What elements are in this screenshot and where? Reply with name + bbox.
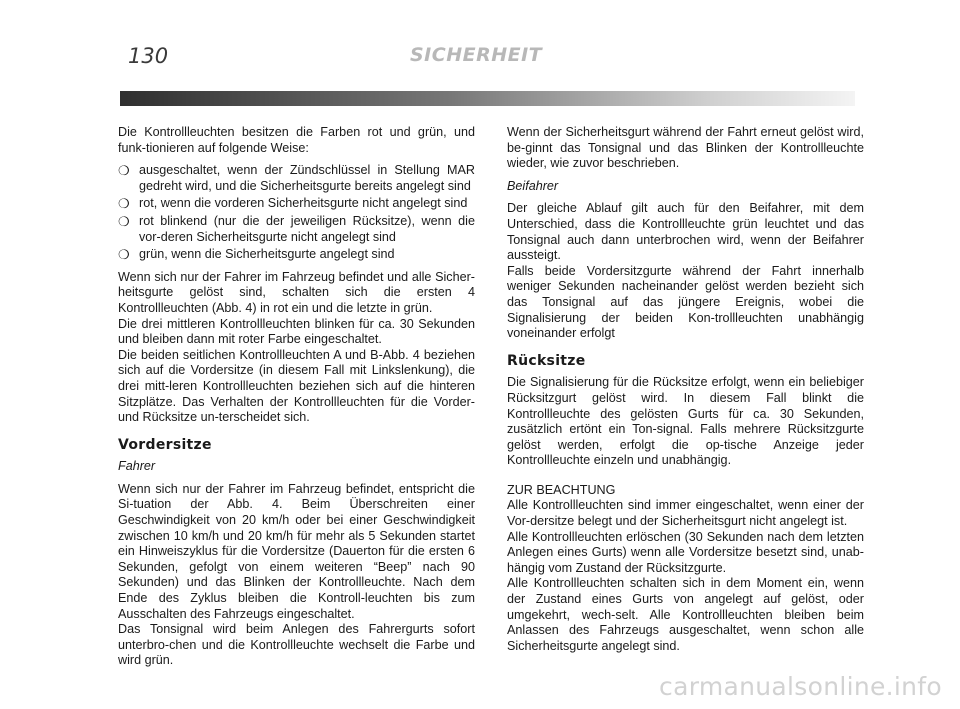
header-rule [120, 91, 855, 106]
subheading-driver: Fahrer [118, 459, 156, 474]
paragraph-passenger: Der gleiche Ablauf gilt auch für den Beifahrer, mit dem Unterschied, dass die Kontrollleuchte grün leuchtet und das Tonsignal auch dann unterbrochen wird, wenn der Beifahrer aussteigt. [507, 201, 864, 263]
paragraph-rear: Die Signalisierung für die Rücksitze erfolgt, wenn ein beliebiger Rücksitzgurt gelöst wird. In diesem Fall blinkt die Kontrollleuchte des gelösten Gurts für ca. 30 Sekunden, zusätzlich ertönt ein Ton-signal. Falls mehrere Rücksitzgurte gelöst werden, erfolgt die op-tische Anzeige jeder Kontrollleuchte einzeln und unabhängig. [507, 375, 864, 468]
note-paragraph: Alle Kontrollleuchten erlöschen (30 Sekunden nach dem letzten Anlegen eines Gurts) wenn alle Vordersitze besetzt sind, unab-hängig vom Zustand der Rücksitzgurte. [507, 529, 864, 575]
left-column [118, 125, 475, 676]
heading-front-seats: Vordersitze [118, 436, 212, 453]
status-list [118, 163, 475, 263]
circle-bullet-icon: ❍ [118, 163, 130, 179]
list-item-text: rot, wenn die vorderen Sicherheitsgurte nicht angelegt sind [139, 196, 468, 211]
watermark: carmanualsonline.info [659, 672, 942, 701]
paragraph-reopen: Wenn der Sicherheitsgurt während der Fahrt erneut gelöst wird, be-ginnt das Tonsignal und das Blinken der Kontrollleuchte wieder, wie zuvor beschrieben. [507, 125, 864, 171]
paragraph-middle-lights: Die drei mittleren Kontrollleuchten blinken für ca. 30 Sekunden und bleiben dann mit roter Farbe eingeschaltet. [118, 316, 475, 347]
list-item-text: rot blinkend (nur die der jeweiligen Rücksitze), wenn die vor-deren Sicherheitsgurte nicht angelegt sind [139, 213, 475, 244]
heading-rear-seats: Rücksitze [507, 352, 586, 369]
note-paragraph: Alle Kontrollleuchten schalten sich in dem Moment ein, wenn der Zustand eines Gurts von angelegt auf gelöst, oder umgekehrt, wech-selt. Alle Kontrollleuchten bleiben beim Anlassen des Fahrzeugs ausgeschaltet, wenn schon alle Sicherheitsgurte angelegt sind. [507, 576, 864, 653]
intro-paragraph: Die Kontrollleuchten besitzen die Farben rot und grün, und funk-tionieren auf folgende Weise: [118, 125, 475, 155]
note-paragraph: Alle Kontrollleuchten sind immer eingeschaltet, wenn einer der Vor-dersitze belegt und der Sicherheitsgurt nicht angelegt ist. [507, 498, 864, 529]
right-column [507, 125, 864, 661]
section-title: SICHERHEIT [410, 44, 543, 66]
circle-bullet-icon: ❍ [118, 213, 130, 229]
paragraph-side-lights: Die beiden seitlichen Kontrollleuchten A und B-Abb. 4 beziehen sich auf die Vordersitze (in diesem Fall mit Linkslenkung), die drei mitt-leren Kontrollleuchten beziehen sich auf die hinteren Sitzplätze. Das Verhalten der Kontrollleuchten für die Vorder- und Rücksitze un-terscheidet sich. [118, 347, 475, 425]
list-item-text: ausgeschaltet, wenn der Zündschlüssel in Stellung MAR gedreht wird, und die Sicherheitsgurte bereits angelegt sind [139, 163, 475, 193]
paragraph-tone: Das Tonsignal wird beim Anlegen des Fahrergurts sofort unterbro-chen und die Kontrollleuchte wechselt die Farbe und wird grün. [118, 622, 475, 668]
list-item [118, 163, 475, 194]
list-item [118, 247, 475, 263]
list-item-text: grün, wenn die Sicherheitsgurte angelegt sind [139, 247, 395, 262]
note-label: ZUR BEACHTUNG [507, 482, 616, 497]
paragraph-both-front: Falls beide Vordersitzgurte während der Fahrt innerhalb weniger Sekunden nacheinander gelöst werden bezieht sich das Tonsignal auf das jüngere Ereignis, wobei die Signalisierung der beiden Kon-trollleuchten unabhängig voneinander erfolgt [507, 263, 864, 341]
paragraph-driver-only: Wenn sich nur der Fahrer im Fahrzeug befindet und alle Sicher-heitsgurte gelöst sind, schalten sich die ersten 4 Kontrollleuchten (Abb. 4) in rot ein und die letzte in grün. [118, 269, 475, 315]
page-number: 130 [128, 44, 169, 68]
list-item [118, 214, 475, 245]
paragraph-driver-seat: Wenn sich nur der Fahrer im Fahrzeug befindet, entspricht die Si-tuation der Abb. 4. Beim Überschreiten einer Geschwindigkeit von 20 km/h oder bei einer Geschwindigkeit zwischen 10 km/h und 20 km/h für mehr als 5 Sekunden startet ein Hinweiszyklus für die Vordersitze (Dauerton für die ersten 6 Sekunden, gefolgt von einem weiteren “Beep” nach 90 Sekunden) und das Blinken der Kontrollleuchte. Nach dem Ende des Zyklus bleiben die Kontroll-leuchten bis zum Ausschalten des Fahrzeugs eingeschaltet. [118, 481, 475, 621]
circle-bullet-icon: ❍ [118, 196, 130, 212]
subheading-passenger: Beifahrer [507, 178, 559, 193]
list-item [118, 196, 475, 212]
circle-bullet-icon: ❍ [118, 247, 130, 263]
